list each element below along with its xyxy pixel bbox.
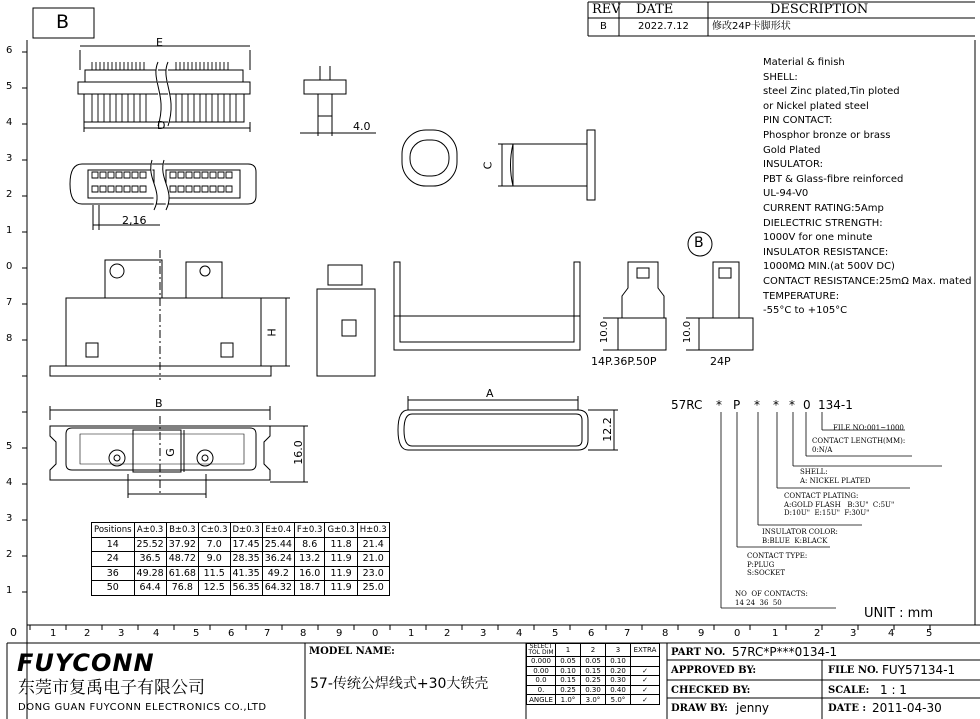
dim-label-12-2: 12.2 <box>600 417 614 442</box>
unit-label: UNIT : mm <box>864 606 933 621</box>
table-cell: 9.0 <box>198 552 230 567</box>
u-shell-view <box>394 262 580 350</box>
table-cell: 21.4 <box>357 537 389 552</box>
table-cell: 50 <box>92 581 135 596</box>
spec-line: PBT & Glass-fibre reinforced <box>763 173 904 185</box>
variant-label-multi: 14P.36P.50P <box>591 355 657 368</box>
tolerance-cell: 3.0° <box>581 695 606 705</box>
table-header-row <box>92 523 390 538</box>
tolerance-row <box>527 676 660 686</box>
table-cell: 48.72 <box>166 552 198 567</box>
date-label: DATE : <box>828 703 867 714</box>
table-cell: 11.9 <box>325 566 357 581</box>
table-header: D±0.3 <box>230 523 262 538</box>
top-plan-view <box>70 160 256 230</box>
rev-value: B <box>600 21 607 32</box>
spec-line: INSULATOR RESISTANCE: <box>763 246 889 258</box>
part-code-type: P <box>733 398 741 412</box>
ruler-left-label: 5 <box>6 441 13 452</box>
ruler-left-label: 7 <box>6 297 13 308</box>
long-oval-view <box>398 396 618 450</box>
tolerance-col: 2 <box>581 644 606 657</box>
dim-label-g: G <box>163 448 177 457</box>
table-cell: 49.28 <box>134 566 166 581</box>
date-value-title: 2011-04-30 <box>872 701 942 715</box>
detail-badge-label: B <box>694 235 704 251</box>
ruler-bottom-label: 3 <box>118 628 125 639</box>
table-cell: 61.68 <box>166 566 198 581</box>
spec-line: Material & finish <box>763 57 845 68</box>
ruler-bottom-label: 6 <box>588 628 595 639</box>
table-cell: 11.8 <box>325 537 357 552</box>
ruler-bottom-label: 9 <box>336 628 343 639</box>
table-cell: 11.5 <box>198 566 230 581</box>
ruler-bottom-label: 3 <box>480 628 487 639</box>
tolerance-cell: 0.000 <box>527 657 556 667</box>
tolerance-cell: 0. <box>527 685 556 695</box>
table-cell: 17.45 <box>230 537 262 552</box>
table-cell: 37.92 <box>166 537 198 552</box>
ruler-left-label: 3 <box>6 513 13 524</box>
tolerance-header-row <box>527 644 660 657</box>
ruler-bottom-label: 0 <box>372 628 379 639</box>
part-code-color: * <box>754 398 760 412</box>
table-cell: 36 <box>92 566 135 581</box>
tolerance-col: EXTRA <box>631 644 660 657</box>
tolerance-row <box>527 657 660 667</box>
tolerance-row <box>527 685 660 695</box>
ruler-left-label: 1 <box>6 585 13 596</box>
ruler-bottom-label: 1 <box>772 628 779 639</box>
dim-label-2-16: 2,16 <box>122 214 147 227</box>
ruler-left-label: 2 <box>6 549 13 560</box>
company-name-cn: 东莞市复禹电子有限公司 <box>18 678 205 698</box>
spec-line: steel Zinc plated,Tin ploted <box>763 86 900 98</box>
tolerance-cell: 1.0° <box>556 695 581 705</box>
left-ruler-ticks <box>22 52 27 592</box>
table-row <box>92 566 390 581</box>
part-no-label: PART NO. <box>671 647 726 658</box>
spec-line: TEMPERATURE: <box>763 290 840 302</box>
dim-label-16-0: 16.0 <box>291 440 305 465</box>
spec-line: Gold Plated <box>763 144 821 156</box>
legend-contacts: NO OF CONTACTS: 14 24 36 50 <box>735 590 808 607</box>
tolerance-cell <box>631 657 660 667</box>
spec-line: CURRENT RATING:5Amp <box>763 202 884 214</box>
table-header: G±0.3 <box>325 523 357 538</box>
table-cell: 12.5 <box>198 581 230 596</box>
variant-label-24p: 24P <box>710 355 731 368</box>
approved-by-label: APPROVED BY: <box>671 665 757 676</box>
part-code-prefix: 57RC <box>671 398 703 412</box>
tolerance-col: 3 <box>606 644 631 657</box>
table-header: B±0.3 <box>166 523 198 538</box>
dim-label-d: D <box>157 119 166 132</box>
tolerance-cell: 0.15 <box>581 666 606 676</box>
spec-line: SHELL: <box>763 71 798 83</box>
ruler-bottom-label: 9 <box>698 628 705 639</box>
dimensions-table <box>91 522 390 596</box>
legend-contact-length: CONTACT LENGTH(MM): 0:N/A <box>812 437 906 454</box>
legend-plating: CONTACT PLATING: A:GOLD FLASH B:3U" C:5U" D:10U" E:15U" F:30U" <box>784 492 895 517</box>
ruler-bottom-label: 5 <box>193 628 200 639</box>
ruler-bottom-label: 1 <box>408 628 415 639</box>
spec-line: UL-94-V0 <box>763 188 809 200</box>
table-cell: 11.9 <box>325 581 357 596</box>
front-view-h <box>50 250 290 380</box>
scale-label: SCALE: <box>828 685 870 696</box>
table-cell: 28.35 <box>230 552 262 567</box>
table-header: E±0.4 <box>262 523 294 538</box>
tolerance-row <box>527 666 660 676</box>
tolerance-cell: 0.05 <box>556 657 581 667</box>
tolerance-cell: ✓ <box>631 685 660 695</box>
table-cell: 49.2 <box>262 566 294 581</box>
spec-line: or Nickel plated steel <box>763 100 869 112</box>
tolerance-cell: 5.0° <box>606 695 631 705</box>
ruler-left-label: 1 <box>6 225 13 236</box>
tolerance-cell: ANGLE <box>527 695 556 705</box>
company-name-en: DONG GUAN FUYCONN ELECTRONICS CO.,LTD <box>18 702 267 713</box>
table-cell: 16.0 <box>294 566 325 581</box>
tolerance-corner-dim: DIM <box>542 649 554 656</box>
ruler-left-label: 6 <box>6 45 13 56</box>
spec-line: INSULATOR: <box>763 159 823 171</box>
dim-label-h: H <box>265 328 279 337</box>
dim-label-a: A <box>486 387 494 400</box>
table-cell: 23.0 <box>357 566 389 581</box>
part-code-plating: * <box>773 398 779 412</box>
dim-label-b-front: B <box>155 397 163 410</box>
ruler-bottom-label: 2 <box>814 628 821 639</box>
ruler-left-label: 4 <box>6 477 13 488</box>
ruler-bottom-label: 7 <box>624 628 631 639</box>
ruler-bottom-label: 4 <box>888 628 895 639</box>
part-code-shell: * <box>789 398 795 412</box>
ruler-bottom-label: 7 <box>264 628 271 639</box>
material-specs <box>763 56 971 319</box>
model-name-label: MODEL NAME: <box>309 646 395 657</box>
model-name-value: 57-传统公焊线式+30大铁壳 <box>310 676 489 692</box>
tolerance-table <box>526 643 660 705</box>
part-code-file: 134-1 <box>818 398 853 412</box>
table-header: A±0.3 <box>134 523 166 538</box>
table-header: F±0.3 <box>294 523 325 538</box>
dim-label-10-0-right: 10.0 <box>682 320 694 344</box>
tolerance-cell: ✓ <box>631 676 660 686</box>
part-no-value: 57RC*P***0134-1 <box>732 645 838 659</box>
tolerance-cell: 0.40 <box>606 685 631 695</box>
table-cell: 41.35 <box>230 566 262 581</box>
table-cell: 11.9 <box>325 552 357 567</box>
dim-label-10-0-left: 10.0 <box>599 320 611 344</box>
part-code-length: 0 <box>803 398 811 412</box>
spec-line: PIN CONTACT: <box>763 115 833 127</box>
spec-line: -55°C to +105°C <box>763 305 848 317</box>
dim-label-4-0: 4.0 <box>353 120 371 133</box>
spec-line: 1000V for one minute <box>763 232 873 244</box>
ruler-bottom-label: 8 <box>300 628 307 639</box>
file-no-label: FILE NO. <box>828 665 879 676</box>
ruler-bottom-label: 0 <box>734 628 741 639</box>
tolerance-corner-tol: TOL <box>528 649 541 656</box>
ruler-bottom-label: 2 <box>444 628 451 639</box>
ruler-bottom-label: 3 <box>850 628 857 639</box>
table-header: C±0.3 <box>198 523 230 538</box>
ruler-left-label: 3 <box>6 153 13 164</box>
ruler-bottom-label: 4 <box>153 628 160 639</box>
side-view-pins <box>92 62 236 122</box>
table-row <box>92 537 390 552</box>
spec-line: Phosphor bronze or brass <box>763 129 891 141</box>
tolerance-col: 1 <box>556 644 581 657</box>
table-cell: 14 <box>92 537 135 552</box>
draw-by-label: DRAW BY: <box>671 703 728 714</box>
legend-insulator-color: INSULATOR COLOR: B:BLUE K:BLACK <box>762 528 838 545</box>
table-cell: 13.2 <box>294 552 325 567</box>
tolerance-cell: 0.0 <box>527 676 556 686</box>
dim-label-c: C <box>481 161 495 170</box>
table-cell: 24 <box>92 552 135 567</box>
shell-side-view <box>498 130 595 200</box>
tolerance-corner <box>527 644 556 657</box>
ruler-left-label: 8 <box>6 333 13 344</box>
ruler-bottom-label: 5 <box>552 628 559 639</box>
date-value: 2022.7.12 <box>638 21 689 32</box>
rev-header: REV <box>592 2 621 17</box>
legend-shell: SHELL: A: NICKEL PLATED <box>800 468 871 485</box>
ruler-left-label: 2 <box>6 189 13 200</box>
table-header: H±0.3 <box>357 523 389 538</box>
legend-contact-type: CONTACT TYPE: P:PLUG S:SOCKET <box>747 552 808 577</box>
table-cell: 56.35 <box>230 581 262 596</box>
spec-line: DIELECTRIC STRENGTH: <box>763 217 883 229</box>
table-cell: 64.4 <box>134 581 166 596</box>
tolerance-cell: 0.30 <box>606 676 631 686</box>
front-view-b <box>50 406 308 498</box>
table-header: Positions <box>92 523 135 538</box>
table-cell: 8.6 <box>294 537 325 552</box>
ruler-bottom-label: 0 <box>10 626 17 639</box>
table-cell: 36.5 <box>134 552 166 567</box>
legend-file-no: FILE NO:001~1000 <box>833 424 904 432</box>
table-cell: 36.24 <box>262 552 294 567</box>
tolerance-cell: 0.20 <box>606 666 631 676</box>
scale-value: 1 : 1 <box>880 683 907 697</box>
tolerance-cell: 0.30 <box>581 685 606 695</box>
table-cell: 25.44 <box>262 537 294 552</box>
ruler-bottom-label: 4 <box>516 628 523 639</box>
tolerance-row <box>527 695 660 705</box>
description-header: DESCRIPTION <box>770 2 869 17</box>
tolerance-cell: 0.25 <box>581 676 606 686</box>
ruler-left-label: 0 <box>6 261 13 272</box>
tolerance-cell: 0.10 <box>606 657 631 667</box>
checked-by-label: CHECKED BY: <box>671 685 751 696</box>
ruler-bottom-label: 6 <box>228 628 235 639</box>
part-code-contacts: * <box>716 398 722 412</box>
table-cell: 25.52 <box>134 537 166 552</box>
dim-label-e: E <box>156 36 163 49</box>
ruler-bottom-label: 8 <box>662 628 669 639</box>
ruler-bottom-label: 1 <box>50 628 57 639</box>
spec-line: 1000MΩ MIN.(at 500V DC) <box>763 261 895 273</box>
tolerance-cell: ✓ <box>631 666 660 676</box>
tolerance-cell: 0.00 <box>527 666 556 676</box>
tolerance-corner-select: SELECT <box>529 643 553 650</box>
side-view-square <box>317 265 375 376</box>
description-value: 修改24P卡脚形状 <box>712 21 791 32</box>
table-row <box>92 581 390 596</box>
ruler-left-label: 4 <box>6 117 13 128</box>
table-cell: 64.32 <box>262 581 294 596</box>
draw-by-value: jenny <box>736 701 770 715</box>
ruler-bottom-label: 5 <box>926 628 933 639</box>
oval-end-view <box>402 130 457 186</box>
table-row <box>92 552 390 567</box>
tolerance-cell: 0.10 <box>556 666 581 676</box>
table-cell: 18.7 <box>294 581 325 596</box>
table-cell: 7.0 <box>198 537 230 552</box>
tolerance-cell: 0.15 <box>556 676 581 686</box>
tolerance-cell: 0.25 <box>556 685 581 695</box>
table-cell: 25.0 <box>357 581 389 596</box>
ruler-left-label: 5 <box>6 81 13 92</box>
ruler-bottom-label: 2 <box>84 628 91 639</box>
latch-multi-view <box>603 262 666 350</box>
spec-line: CONTACT RESISTANCE:25mΩ Max. mated <box>763 275 972 287</box>
top-plan-pins <box>92 172 232 192</box>
tolerance-cell: ✓ <box>631 695 660 705</box>
table-cell: 21.0 <box>357 552 389 567</box>
revision-badge-label: B <box>56 11 70 33</box>
file-no-value: FUY57134-1 <box>882 663 956 677</box>
table-cell: 76.8 <box>166 581 198 596</box>
company-logo: FUYCONN <box>17 649 155 677</box>
date-header: DATE <box>636 2 674 17</box>
tolerance-cell: 0.05 <box>581 657 606 667</box>
